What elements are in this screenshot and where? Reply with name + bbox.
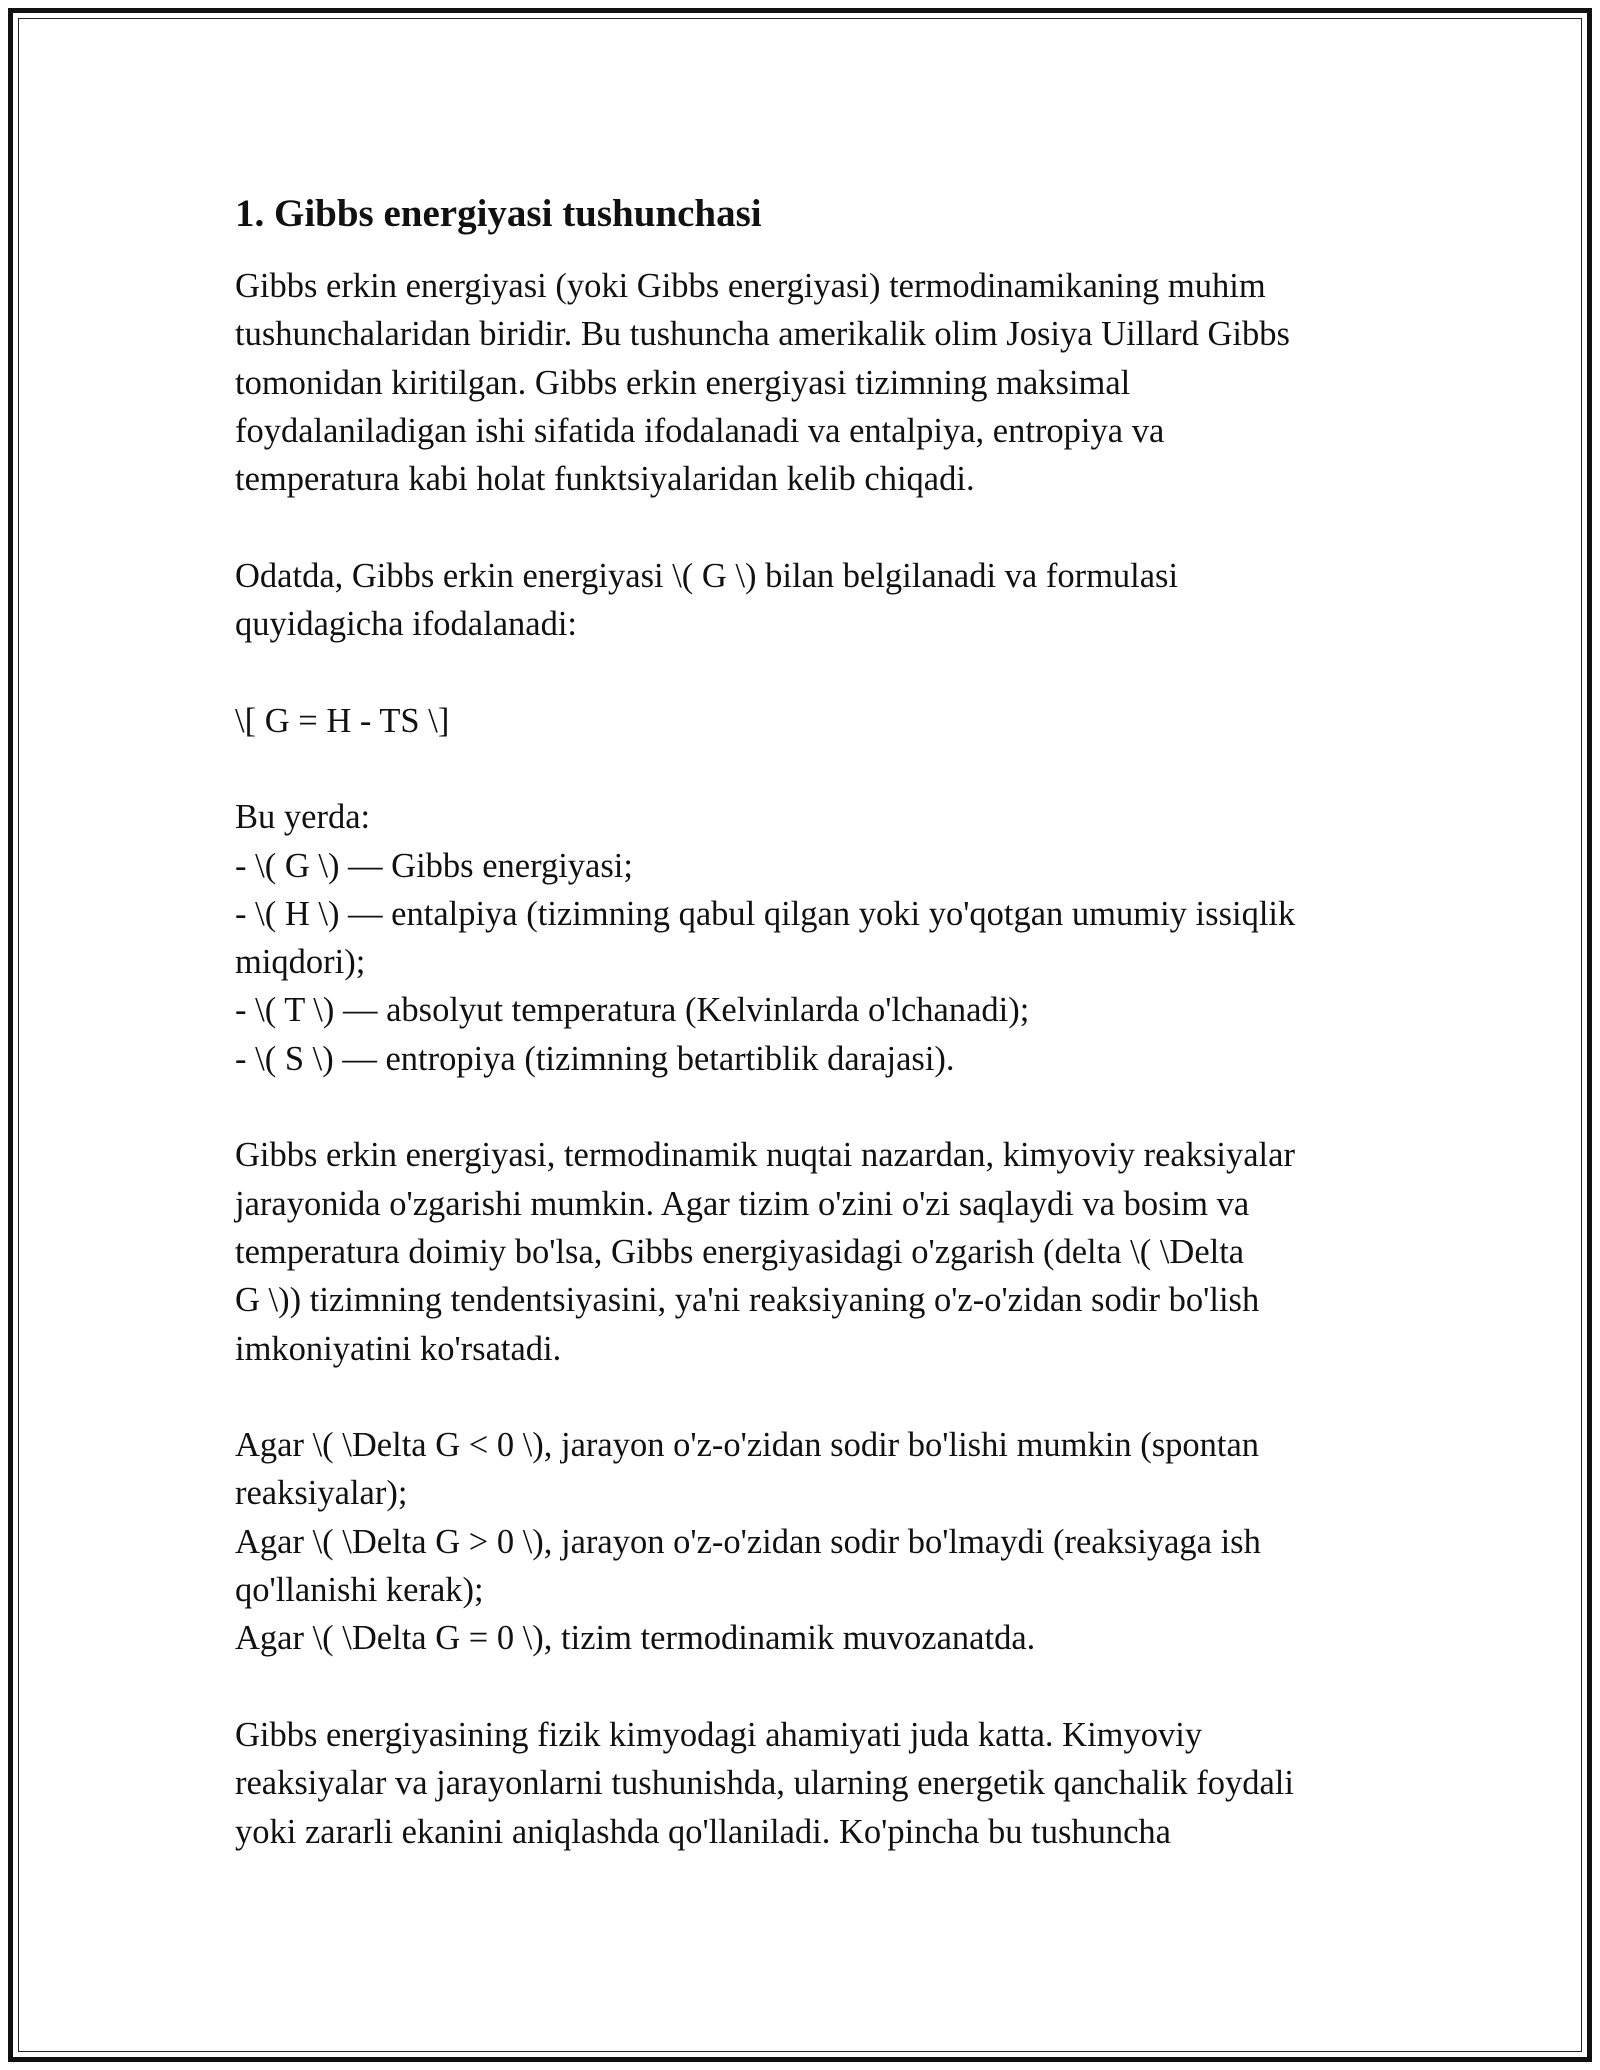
text-line: Odatda, Gibbs erkin energiyasi \( G \) bilan belgilanadi va formulasi (235, 556, 1179, 595)
text-line: temperatura kabi holat funktsiyalaridan kelib chiqadi. (235, 460, 975, 499)
text-line: imkoniyatini ko'rsatadi. (235, 1329, 562, 1368)
text-line: reaksiyalar va jarayonlarni tushunishda, ularning energetik qanchalik foydali (235, 1764, 1294, 1803)
notation-paragraph (235, 552, 1395, 649)
condition-line: Agar \( \Delta G < 0 \), jarayon o'z-o'zidan sodir bo'lishi mumkin (spontan (235, 1426, 1260, 1465)
list-intro: Bu yerda: (235, 798, 371, 837)
list-item-continuation: miqdori); (235, 943, 366, 982)
section-heading: 1. Gibbs energiyasi tushunchasi (235, 192, 762, 235)
text-line: quyidagicha ifodalanadi: (235, 605, 578, 644)
condition-line: Agar \( \Delta G > 0 \), jarayon o'z-o'zidan sodir bo'lmaydi (reaksiyaga ish (235, 1522, 1261, 1561)
conditions-paragraph (235, 1421, 1395, 1662)
list-item: - \( S \) — entropiya (tizimning betartiblik darajasi). (235, 1039, 955, 1078)
text-line: temperatura doimiy bo'lsa, Gibbs energiyasidagi o'zgarish (delta \( \Delta (235, 1232, 1245, 1271)
importance-paragraph (235, 1711, 1395, 1856)
list-item: - \( T \) — absolyut temperatura (Kelvinlarda o'lchanadi); (235, 991, 1030, 1030)
text-line: Gibbs erkin energiyasi (yoki Gibbs energiyasi) termodinamikaning muhim (235, 267, 1266, 305)
formula (235, 697, 1395, 745)
text-line: tomonidan kiritilgan. Gibbs erkin energiyasi tizimning maksimal (235, 363, 1131, 402)
list-item: - \( G \) — Gibbs energiyasi; (235, 846, 633, 885)
text-line: jarayonida o'zgarishi mumkin. Agar tizim o'zini o'zi saqlaydi va bosim va (235, 1184, 1250, 1223)
text-line: foydalaniladigan ishi sifatida ifodalanadi va entalpiya, entropiya va (235, 411, 1165, 450)
text-line: G \)) tizimning tendentsiyasini, ya'ni reaksiyaning o'z-o'zidan sodir bo'lish (235, 1281, 1260, 1320)
intro-paragraph (235, 262, 1395, 503)
change-paragraph (235, 1131, 1395, 1372)
definitions-list (235, 793, 1395, 1083)
text-line: Gibbs energiyasining fizik kimyodagi ahamiyati juda katta. Kimyoviy (235, 1715, 1203, 1754)
document-body (235, 186, 1395, 1904)
text-line: tushunchalaridan biridir. Bu tushuncha amerikalik olim Josiya Uillard Gibbs (235, 315, 1290, 354)
condition-line: Agar \( \Delta G = 0 \), tizim termodinamik muvozanatda. (235, 1619, 1036, 1658)
formula-line: \[ G = H - TS \] (235, 701, 450, 740)
list-item: - \( H \) — entalpiya (tizimning qabul qilgan yoki yo'qotgan umumiy issiqlik (235, 894, 1296, 933)
text-line: yoki zararli ekanini aniqlashda qo'llaniladi. Ko'pincha bu tushuncha (235, 1812, 1171, 1851)
condition-line: reaksiyalar); (235, 1474, 408, 1513)
text-line: Gibbs erkin energiyasi, termodinamik nuqtai nazardan, kimyoviy reaksiyalar (235, 1136, 1295, 1175)
condition-line: qo'llanishi kerak); (235, 1571, 484, 1610)
